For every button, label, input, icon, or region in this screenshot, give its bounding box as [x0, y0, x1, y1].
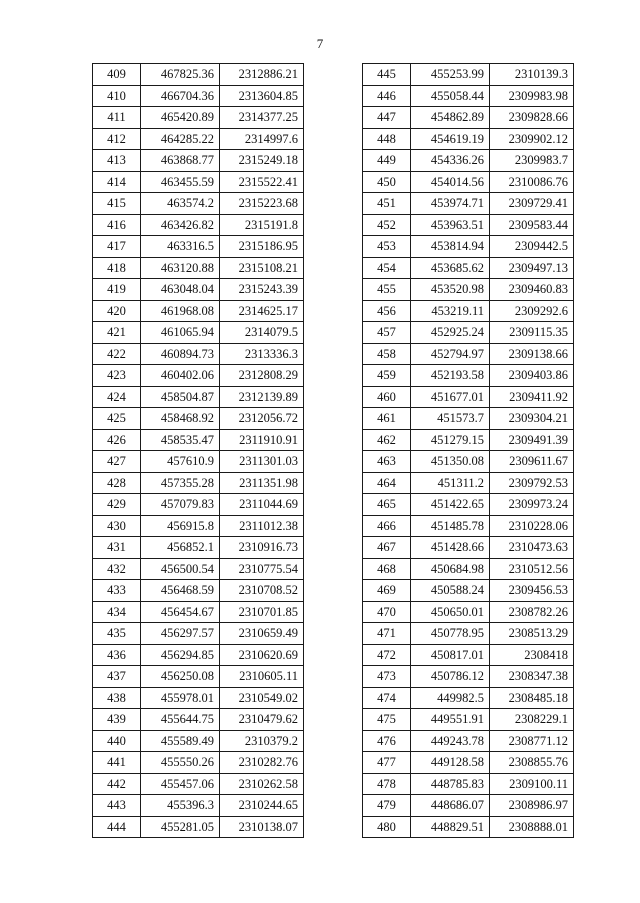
table-row — [93, 537, 304, 559]
point-number-cell: 424 — [93, 386, 141, 408]
table-row — [93, 558, 304, 580]
x-coordinate-cell: 458535.47 — [141, 429, 220, 451]
table-row — [93, 472, 304, 494]
point-number-cell: 470 — [363, 601, 411, 623]
point-number-cell: 439 — [93, 709, 141, 731]
x-coordinate-cell: 453685.62 — [411, 257, 490, 279]
table-row — [363, 322, 574, 344]
y-coordinate-cell: 2310620.69 — [220, 644, 304, 666]
y-coordinate-cell: 2309456.53 — [490, 580, 574, 602]
x-coordinate-cell: 454619.19 — [411, 128, 490, 150]
point-number-cell: 467 — [363, 537, 411, 559]
point-number-cell: 446 — [363, 85, 411, 107]
point-number-cell: 444 — [93, 816, 141, 838]
point-number-cell: 451 — [363, 193, 411, 215]
x-coordinate-cell: 450778.95 — [411, 623, 490, 645]
y-coordinate-cell: 2314079.5 — [220, 322, 304, 344]
y-coordinate-cell: 2310379.2 — [220, 730, 304, 752]
table-row — [363, 558, 574, 580]
y-coordinate-cell: 2310916.73 — [220, 537, 304, 559]
y-coordinate-cell: 2310244.65 — [220, 795, 304, 817]
point-number-cell: 477 — [363, 752, 411, 774]
point-number-cell: 427 — [93, 451, 141, 473]
table-row — [93, 343, 304, 365]
y-coordinate-cell: 2309902.12 — [490, 128, 574, 150]
table-row — [93, 85, 304, 107]
point-number-cell: 441 — [93, 752, 141, 774]
x-coordinate-cell: 451677.01 — [411, 386, 490, 408]
y-coordinate-cell: 2315243.39 — [220, 279, 304, 301]
x-coordinate-cell: 451422.65 — [411, 494, 490, 516]
y-coordinate-cell: 2310473.63 — [490, 537, 574, 559]
table-row — [93, 386, 304, 408]
y-coordinate-cell: 2308771.12 — [490, 730, 574, 752]
y-coordinate-cell: 2308418 — [490, 644, 574, 666]
point-number-cell: 421 — [93, 322, 141, 344]
point-number-cell: 430 — [93, 515, 141, 537]
y-coordinate-cell: 2310139.3 — [490, 64, 574, 86]
table-row — [363, 472, 574, 494]
point-number-cell: 468 — [363, 558, 411, 580]
point-number-cell: 461 — [363, 408, 411, 430]
y-coordinate-cell: 2308513.29 — [490, 623, 574, 645]
table-row — [93, 451, 304, 473]
y-coordinate-cell: 2309411.92 — [490, 386, 574, 408]
x-coordinate-cell: 454862.89 — [411, 107, 490, 129]
table-row — [93, 408, 304, 430]
point-number-cell: 462 — [363, 429, 411, 451]
y-coordinate-cell: 2315186.95 — [220, 236, 304, 258]
point-number-cell: 428 — [93, 472, 141, 494]
table-row — [93, 365, 304, 387]
y-coordinate-cell: 2314377.25 — [220, 107, 304, 129]
table-row — [93, 773, 304, 795]
y-coordinate-cell: 2308347.38 — [490, 666, 574, 688]
y-coordinate-cell: 2312808.29 — [220, 365, 304, 387]
point-number-cell: 455 — [363, 279, 411, 301]
x-coordinate-cell: 456915.8 — [141, 515, 220, 537]
point-number-cell: 442 — [93, 773, 141, 795]
point-number-cell: 471 — [363, 623, 411, 645]
y-coordinate-cell: 2310086.76 — [490, 171, 574, 193]
x-coordinate-cell: 450786.12 — [411, 666, 490, 688]
table-row — [363, 580, 574, 602]
point-number-cell: 479 — [363, 795, 411, 817]
x-coordinate-cell: 463120.88 — [141, 257, 220, 279]
point-number-cell: 480 — [363, 816, 411, 838]
x-coordinate-cell: 451311.2 — [411, 472, 490, 494]
table-row — [363, 236, 574, 258]
x-coordinate-cell: 454014.56 — [411, 171, 490, 193]
point-number-cell: 459 — [363, 365, 411, 387]
point-number-cell: 448 — [363, 128, 411, 150]
x-coordinate-cell: 455253.99 — [411, 64, 490, 86]
y-coordinate-cell: 2309611.67 — [490, 451, 574, 473]
y-coordinate-cell: 2310775.54 — [220, 558, 304, 580]
x-coordinate-cell: 451428.66 — [411, 537, 490, 559]
point-number-cell: 413 — [93, 150, 141, 172]
x-coordinate-cell: 450650.01 — [411, 601, 490, 623]
x-coordinate-cell: 450817.01 — [411, 644, 490, 666]
y-coordinate-cell: 2313336.3 — [220, 343, 304, 365]
table-row — [93, 816, 304, 838]
y-coordinate-cell: 2310701.85 — [220, 601, 304, 623]
point-number-cell: 466 — [363, 515, 411, 537]
y-coordinate-cell: 2315522.41 — [220, 171, 304, 193]
point-number-cell: 437 — [93, 666, 141, 688]
table-row — [363, 257, 574, 279]
point-number-cell: 447 — [363, 107, 411, 129]
point-number-cell: 473 — [363, 666, 411, 688]
y-coordinate-cell: 2309983.98 — [490, 85, 574, 107]
point-number-cell: 412 — [93, 128, 141, 150]
x-coordinate-cell: 456297.57 — [141, 623, 220, 645]
y-coordinate-cell: 2309792.53 — [490, 472, 574, 494]
table-row — [363, 386, 574, 408]
page-number: 7 — [316, 36, 324, 51]
point-number-cell: 460 — [363, 386, 411, 408]
x-coordinate-cell: 456454.67 — [141, 601, 220, 623]
point-number-cell: 450 — [363, 171, 411, 193]
table-row — [363, 214, 574, 236]
x-coordinate-cell: 455978.01 — [141, 687, 220, 709]
table-row — [363, 687, 574, 709]
y-coordinate-cell: 2309138.66 — [490, 343, 574, 365]
table-row — [93, 107, 304, 129]
table-row — [363, 730, 574, 752]
point-number-cell: 423 — [93, 365, 141, 387]
point-number-cell: 474 — [363, 687, 411, 709]
x-coordinate-cell: 463426.82 — [141, 214, 220, 236]
y-coordinate-cell: 2309442.5 — [490, 236, 574, 258]
y-coordinate-cell: 2310228.06 — [490, 515, 574, 537]
y-coordinate-cell: 2310262.58 — [220, 773, 304, 795]
x-coordinate-cell: 456468.59 — [141, 580, 220, 602]
table-row — [93, 128, 304, 150]
table-row — [363, 644, 574, 666]
x-coordinate-cell: 463574.2 — [141, 193, 220, 215]
y-coordinate-cell: 2309304.21 — [490, 408, 574, 430]
point-number-cell: 476 — [363, 730, 411, 752]
point-number-cell: 445 — [363, 64, 411, 86]
y-coordinate-cell: 2315108.21 — [220, 257, 304, 279]
x-coordinate-cell: 455281.05 — [141, 816, 220, 838]
point-number-cell: 456 — [363, 300, 411, 322]
y-coordinate-cell: 2309973.24 — [490, 494, 574, 516]
y-coordinate-cell: 2309100.11 — [490, 773, 574, 795]
x-coordinate-cell: 451350.08 — [411, 451, 490, 473]
point-number-cell: 426 — [93, 429, 141, 451]
x-coordinate-cell: 456294.85 — [141, 644, 220, 666]
y-coordinate-cell: 2308986.97 — [490, 795, 574, 817]
x-coordinate-cell: 453974.71 — [411, 193, 490, 215]
table-row — [363, 279, 574, 301]
x-coordinate-cell: 453520.98 — [411, 279, 490, 301]
y-coordinate-cell: 2308855.76 — [490, 752, 574, 774]
point-number-cell: 440 — [93, 730, 141, 752]
table-row — [363, 429, 574, 451]
y-coordinate-cell: 2310282.76 — [220, 752, 304, 774]
table-row — [363, 408, 574, 430]
x-coordinate-cell: 461065.94 — [141, 322, 220, 344]
x-coordinate-cell: 455058.44 — [411, 85, 490, 107]
x-coordinate-cell: 458504.87 — [141, 386, 220, 408]
x-coordinate-cell: 451573.7 — [411, 408, 490, 430]
y-coordinate-cell: 2311351.98 — [220, 472, 304, 494]
y-coordinate-cell: 2309983.7 — [490, 150, 574, 172]
table-row — [93, 429, 304, 451]
y-coordinate-cell: 2315191.8 — [220, 214, 304, 236]
x-coordinate-cell: 453963.51 — [411, 214, 490, 236]
point-number-cell: 465 — [363, 494, 411, 516]
table-row — [93, 150, 304, 172]
table-row — [93, 601, 304, 623]
y-coordinate-cell: 2312886.21 — [220, 64, 304, 86]
table-row — [363, 537, 574, 559]
table-row — [93, 752, 304, 774]
table-row — [93, 795, 304, 817]
table-row — [363, 64, 574, 86]
y-coordinate-cell: 2309491.39 — [490, 429, 574, 451]
y-coordinate-cell: 2309115.35 — [490, 322, 574, 344]
point-number-cell: 411 — [93, 107, 141, 129]
x-coordinate-cell: 455644.75 — [141, 709, 220, 731]
table-row — [363, 752, 574, 774]
point-number-cell: 429 — [93, 494, 141, 516]
table-row — [363, 515, 574, 537]
point-number-cell: 418 — [93, 257, 141, 279]
x-coordinate-cell: 465420.89 — [141, 107, 220, 129]
point-number-cell: 435 — [93, 623, 141, 645]
x-coordinate-cell: 449551.91 — [411, 709, 490, 731]
point-number-cell: 410 — [93, 85, 141, 107]
table-row — [363, 300, 574, 322]
point-number-cell: 458 — [363, 343, 411, 365]
point-number-cell: 436 — [93, 644, 141, 666]
table-row — [363, 85, 574, 107]
point-number-cell: 464 — [363, 472, 411, 494]
point-number-cell: 438 — [93, 687, 141, 709]
table-row — [363, 601, 574, 623]
table-row — [93, 64, 304, 86]
table-row — [93, 322, 304, 344]
coordinates-table-right — [362, 63, 574, 838]
y-coordinate-cell: 2309460.83 — [490, 279, 574, 301]
x-coordinate-cell: 458468.92 — [141, 408, 220, 430]
point-number-cell: 417 — [93, 236, 141, 258]
table-row — [93, 666, 304, 688]
point-number-cell: 409 — [93, 64, 141, 86]
y-coordinate-cell: 2311301.03 — [220, 451, 304, 473]
table-row — [363, 343, 574, 365]
table-row — [363, 795, 574, 817]
table-row — [363, 494, 574, 516]
x-coordinate-cell: 448785.83 — [411, 773, 490, 795]
table-row — [363, 709, 574, 731]
table-row — [363, 365, 574, 387]
y-coordinate-cell: 2308888.01 — [490, 816, 574, 838]
table-row — [93, 515, 304, 537]
table-row — [363, 150, 574, 172]
table-row — [363, 171, 574, 193]
point-number-cell: 478 — [363, 773, 411, 795]
y-coordinate-cell: 2308782.26 — [490, 601, 574, 623]
table-row — [93, 257, 304, 279]
y-coordinate-cell: 2315223.68 — [220, 193, 304, 215]
x-coordinate-cell: 463868.77 — [141, 150, 220, 172]
table-row — [93, 193, 304, 215]
y-coordinate-cell: 2309292.6 — [490, 300, 574, 322]
point-number-cell: 475 — [363, 709, 411, 731]
table-row — [363, 623, 574, 645]
y-coordinate-cell: 2314997.6 — [220, 128, 304, 150]
x-coordinate-cell: 452794.97 — [411, 343, 490, 365]
table-row — [93, 709, 304, 731]
table-row — [93, 580, 304, 602]
table-row — [363, 773, 574, 795]
point-number-cell: 449 — [363, 150, 411, 172]
x-coordinate-cell: 455589.49 — [141, 730, 220, 752]
table-row — [93, 236, 304, 258]
point-number-cell: 416 — [93, 214, 141, 236]
x-coordinate-cell: 450684.98 — [411, 558, 490, 580]
y-coordinate-cell: 2309497.13 — [490, 257, 574, 279]
x-coordinate-cell: 455550.26 — [141, 752, 220, 774]
x-coordinate-cell: 452193.58 — [411, 365, 490, 387]
x-coordinate-cell: 454336.26 — [411, 150, 490, 172]
y-coordinate-cell: 2310512.56 — [490, 558, 574, 580]
point-number-cell: 419 — [93, 279, 141, 301]
x-coordinate-cell: 461968.08 — [141, 300, 220, 322]
point-number-cell: 452 — [363, 214, 411, 236]
y-coordinate-cell: 2312056.72 — [220, 408, 304, 430]
x-coordinate-cell: 453219.11 — [411, 300, 490, 322]
x-coordinate-cell: 451279.15 — [411, 429, 490, 451]
point-number-cell: 457 — [363, 322, 411, 344]
table-row — [93, 644, 304, 666]
x-coordinate-cell: 463048.04 — [141, 279, 220, 301]
point-number-cell: 454 — [363, 257, 411, 279]
point-number-cell: 472 — [363, 644, 411, 666]
x-coordinate-cell: 449128.58 — [411, 752, 490, 774]
point-number-cell: 433 — [93, 580, 141, 602]
y-coordinate-cell: 2312139.89 — [220, 386, 304, 408]
x-coordinate-cell: 449982.5 — [411, 687, 490, 709]
point-number-cell: 420 — [93, 300, 141, 322]
point-number-cell: 414 — [93, 171, 141, 193]
x-coordinate-cell: 456250.08 — [141, 666, 220, 688]
coordinates-table-left — [92, 63, 304, 838]
x-coordinate-cell: 463316.5 — [141, 236, 220, 258]
x-coordinate-cell: 464285.22 — [141, 128, 220, 150]
y-coordinate-cell: 2310659.49 — [220, 623, 304, 645]
table-row — [363, 816, 574, 838]
x-coordinate-cell: 457610.9 — [141, 451, 220, 473]
y-coordinate-cell: 2311012.38 — [220, 515, 304, 537]
x-coordinate-cell: 452925.24 — [411, 322, 490, 344]
point-number-cell: 425 — [93, 408, 141, 430]
point-number-cell: 469 — [363, 580, 411, 602]
table-row — [93, 730, 304, 752]
point-number-cell: 431 — [93, 537, 141, 559]
y-coordinate-cell: 2309729.41 — [490, 193, 574, 215]
x-coordinate-cell: 460894.73 — [141, 343, 220, 365]
x-coordinate-cell: 453814.94 — [411, 236, 490, 258]
x-coordinate-cell: 455457.06 — [141, 773, 220, 795]
table-row — [93, 623, 304, 645]
table-row — [363, 451, 574, 473]
x-coordinate-cell: 457355.28 — [141, 472, 220, 494]
x-coordinate-cell: 466704.36 — [141, 85, 220, 107]
table-row — [363, 193, 574, 215]
y-coordinate-cell: 2311044.69 — [220, 494, 304, 516]
x-coordinate-cell: 463455.59 — [141, 171, 220, 193]
y-coordinate-cell: 2309828.66 — [490, 107, 574, 129]
point-number-cell: 422 — [93, 343, 141, 365]
y-coordinate-cell: 2311910.91 — [220, 429, 304, 451]
table-row — [93, 279, 304, 301]
x-coordinate-cell: 460402.06 — [141, 365, 220, 387]
y-coordinate-cell: 2308485.18 — [490, 687, 574, 709]
x-coordinate-cell: 451485.78 — [411, 515, 490, 537]
x-coordinate-cell: 456852.1 — [141, 537, 220, 559]
x-coordinate-cell: 455396.3 — [141, 795, 220, 817]
table-row — [363, 107, 574, 129]
table-row — [93, 171, 304, 193]
y-coordinate-cell: 2308229.1 — [490, 709, 574, 731]
x-coordinate-cell: 467825.36 — [141, 64, 220, 86]
y-coordinate-cell: 2309583.44 — [490, 214, 574, 236]
point-number-cell: 463 — [363, 451, 411, 473]
y-coordinate-cell: 2310138.07 — [220, 816, 304, 838]
y-coordinate-cell: 2310549.02 — [220, 687, 304, 709]
y-coordinate-cell: 2313604.85 — [220, 85, 304, 107]
x-coordinate-cell: 448829.51 — [411, 816, 490, 838]
table-row — [93, 300, 304, 322]
point-number-cell: 453 — [363, 236, 411, 258]
y-coordinate-cell: 2310605.11 — [220, 666, 304, 688]
x-coordinate-cell: 449243.78 — [411, 730, 490, 752]
y-coordinate-cell: 2315249.18 — [220, 150, 304, 172]
table-row — [93, 687, 304, 709]
x-coordinate-cell: 456500.54 — [141, 558, 220, 580]
table-row — [363, 666, 574, 688]
x-coordinate-cell: 457079.83 — [141, 494, 220, 516]
point-number-cell: 443 — [93, 795, 141, 817]
point-number-cell: 415 — [93, 193, 141, 215]
y-coordinate-cell: 2310479.62 — [220, 709, 304, 731]
y-coordinate-cell: 2309403.86 — [490, 365, 574, 387]
table-row — [93, 494, 304, 516]
y-coordinate-cell: 2314625.17 — [220, 300, 304, 322]
y-coordinate-cell: 2310708.52 — [220, 580, 304, 602]
x-coordinate-cell: 448686.07 — [411, 795, 490, 817]
table-row — [93, 214, 304, 236]
table-row — [363, 128, 574, 150]
point-number-cell: 432 — [93, 558, 141, 580]
x-coordinate-cell: 450588.24 — [411, 580, 490, 602]
point-number-cell: 434 — [93, 601, 141, 623]
